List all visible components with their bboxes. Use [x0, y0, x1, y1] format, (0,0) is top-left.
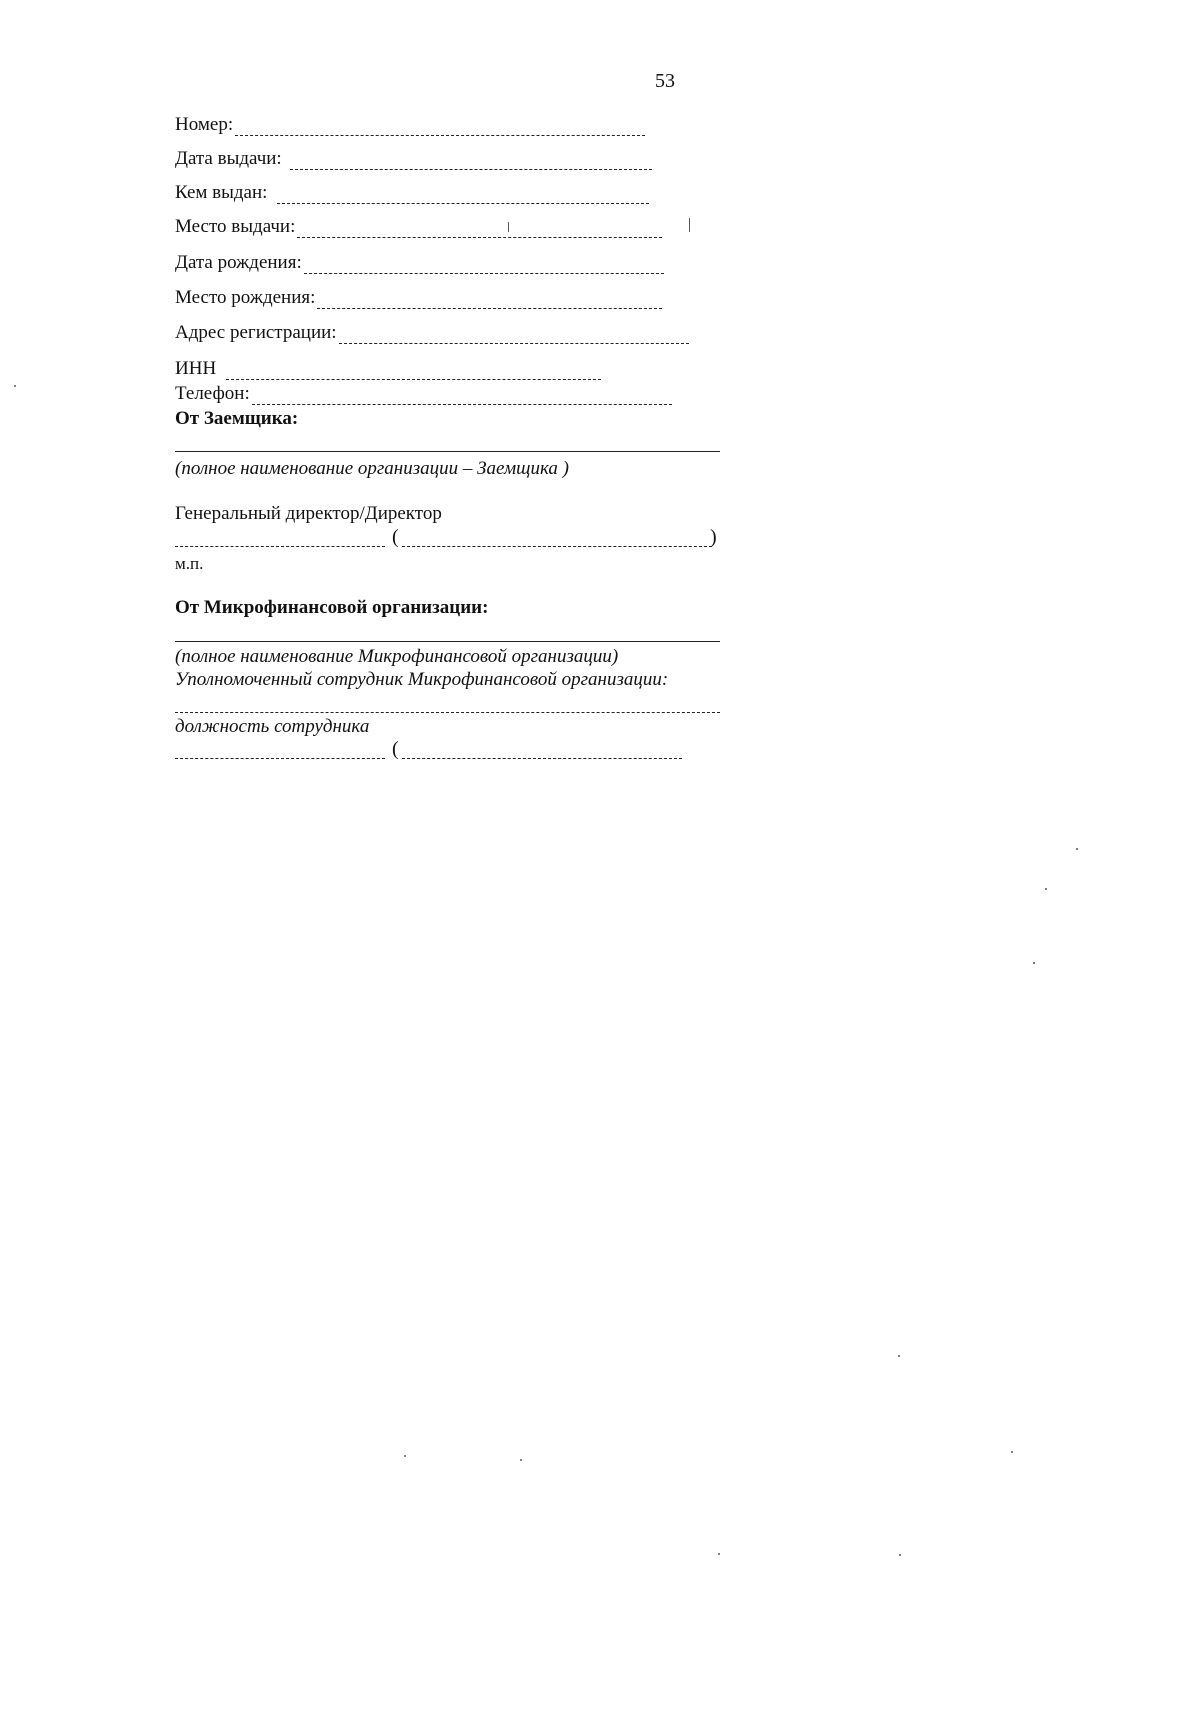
issued-by-input-line[interactable] — [277, 185, 649, 204]
issue-date-row — [175, 148, 652, 170]
birth-date-label: Дата рождения: — [175, 252, 302, 273]
birth-place-row — [175, 287, 662, 309]
mfo-heading: От Микрофинансовой организации: — [175, 597, 489, 618]
issue-place-row — [175, 216, 662, 238]
director-label: Генеральный директор/Директор — [175, 503, 442, 524]
issue-place-input-line[interactable] — [297, 219, 662, 238]
inn-label: ИНН — [175, 358, 217, 379]
phone-input-line[interactable] — [252, 386, 672, 405]
number-input-line[interactable] — [235, 117, 645, 136]
scan-speck — [1076, 848, 1078, 850]
mfo-name-line[interactable] — [402, 758, 682, 759]
scan-speck — [404, 1455, 406, 1457]
scan-speck — [520, 1459, 522, 1461]
issue-place-label: Место выдачи: — [175, 216, 296, 237]
mfo-position-line[interactable] — [175, 712, 720, 713]
mfo-open-paren: ( — [392, 738, 399, 760]
issued-by-label: Кем выдан: — [175, 182, 268, 203]
scan-speck — [1045, 888, 1047, 890]
birth-date-input-line[interactable] — [304, 255, 664, 274]
mfo-authorized-label: Уполномоченный сотрудник Микрофинансовой организации: — [175, 669, 669, 690]
inn-input-line[interactable] — [226, 361, 601, 380]
scan-speck — [898, 1355, 900, 1357]
director-name-line[interactable] — [402, 546, 712, 547]
page-number: 53 — [655, 70, 675, 92]
scan-speck — [1033, 962, 1035, 964]
director-close-paren: ) — [710, 526, 717, 548]
mfo-signature-line[interactable] — [175, 758, 385, 759]
mfo-position-caption: должность сотрудника — [175, 716, 370, 737]
scan-speck — [1011, 1451, 1013, 1453]
scan-speck — [899, 1554, 901, 1556]
reg-address-row — [175, 322, 689, 344]
number-label: Номер: — [175, 114, 234, 135]
borrower-heading: От Заемщика: — [175, 408, 299, 429]
borrower-org-line[interactable] — [175, 451, 720, 452]
director-signature-line[interactable] — [175, 546, 385, 547]
issue-date-input-line[interactable] — [290, 151, 652, 170]
issued-by-row — [175, 182, 649, 204]
mfo-org-line[interactable] — [175, 641, 720, 642]
scan-speck — [508, 222, 509, 232]
phone-row — [175, 383, 672, 405]
reg-address-input-line[interactable] — [339, 325, 689, 344]
scan-speck — [718, 1553, 720, 1555]
borrower-org-caption: (полное наименование организации – Заемщика ) — [175, 458, 569, 479]
inn-row — [175, 358, 601, 380]
mfo-org-caption: (полное наименование Микрофинансовой организации) — [175, 646, 619, 667]
stamp-label: м.п. — [175, 554, 204, 573]
scan-speck — [14, 385, 16, 387]
number-row — [175, 114, 645, 136]
birth-place-input-line[interactable] — [317, 290, 662, 309]
phone-label: Телефон: — [175, 383, 250, 404]
birth-date-row — [175, 252, 664, 274]
birth-place-label: Место рождения: — [175, 287, 316, 308]
issue-date-label: Дата выдачи: — [175, 148, 282, 169]
scan-speck — [689, 218, 690, 232]
director-open-paren: ( — [392, 526, 399, 548]
reg-address-label: Адрес регистрации: — [175, 322, 337, 343]
